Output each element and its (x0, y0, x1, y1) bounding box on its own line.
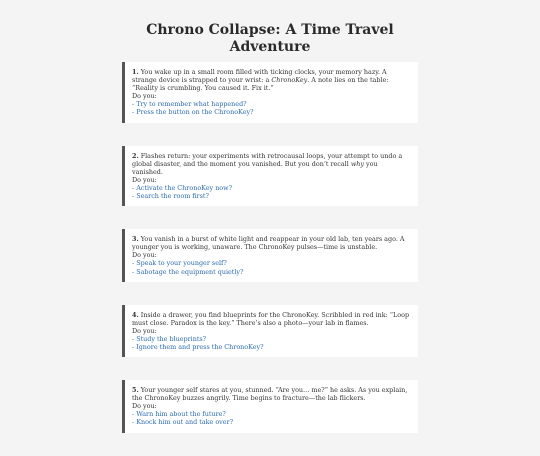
choice-prompt: Do you: (132, 251, 157, 260)
chapter-card-3 (122, 229, 418, 281)
chapter-card-4 (122, 305, 418, 357)
choice-link[interactable]: - Warn him about the future? (132, 410, 226, 419)
chapter-list (122, 62, 418, 456)
choice-prompt: Do you: (132, 175, 157, 184)
chapter-text-end: you vanished. (132, 159, 378, 176)
choice-link[interactable]: - Activate the ChronoKey now? (132, 183, 233, 192)
chapter-text: You vanish in a burst of white light and reappear in your old lab, ten years ago. A younger you is working, unaware. The ChronoKey pulses—time is unstable. (132, 235, 405, 252)
choice-prompt: Do you: (132, 326, 157, 335)
chapter-card-1 (122, 62, 418, 123)
chapter-number: 1. (132, 68, 139, 76)
choice-prompt: Do you: (132, 92, 157, 101)
chapter-text-emphasis: why (350, 159, 365, 168)
chapter-text-end: . A note lies on the table: “Reality is crumbling. You caused it. Fix it.” (132, 76, 389, 93)
choice-prompt: Do you: (132, 402, 157, 411)
chapter-text: You wake up in a small room filled with ticking clocks, your memory hazy. A strange device is strapped to your wrist: a (132, 68, 387, 85)
chapter-text-emphasis: ChronoKey (271, 76, 308, 85)
chapter-text: Your younger self stares at you, stunned. “Are you… me?” he asks. As you explain, the ChronoKey buzzes angrily. Time begins to fracture—the lab flickers. (132, 386, 408, 403)
chapter-number: 3. (132, 235, 139, 244)
choice-link[interactable]: - Try to remember what happened? (132, 100, 247, 109)
chapter-number: 2. (132, 151, 139, 160)
choice-link[interactable]: - Study the blueprints? (132, 334, 207, 343)
choice-link[interactable]: - Press the button on the ChronoKey? (132, 108, 254, 117)
chapter-number: 4. (132, 310, 139, 319)
choice-link[interactable]: - Speak to your younger self? (132, 259, 227, 268)
chapter-number: 5. (132, 386, 139, 395)
choice-link[interactable]: - Knock him out and take over? (132, 418, 234, 427)
choice-link[interactable]: - Ignore them and press the ChronoKey? (132, 342, 264, 351)
chapter-card-5 (122, 380, 418, 432)
chapter-card-2 (122, 146, 418, 207)
chapter-text: Flashes return: your experiments with retrocausal loops, your attempt to undo a global disaster, and the moment you vanished. But you don’t recall (132, 151, 403, 168)
choice-link[interactable]: - Search the room first? (132, 192, 209, 201)
chapter-text: Inside a drawer, you find blueprints for the ChronoKey. Scribbled in red ink: “Loop must close. Paradox is the key.” There’s also a photo—your lab in flames. (132, 310, 410, 327)
choice-link[interactable]: - Sabotage the equipment quietly? (132, 267, 244, 276)
page-title: Chrono Collapse: A Time Travel Adventure (146, 22, 394, 55)
